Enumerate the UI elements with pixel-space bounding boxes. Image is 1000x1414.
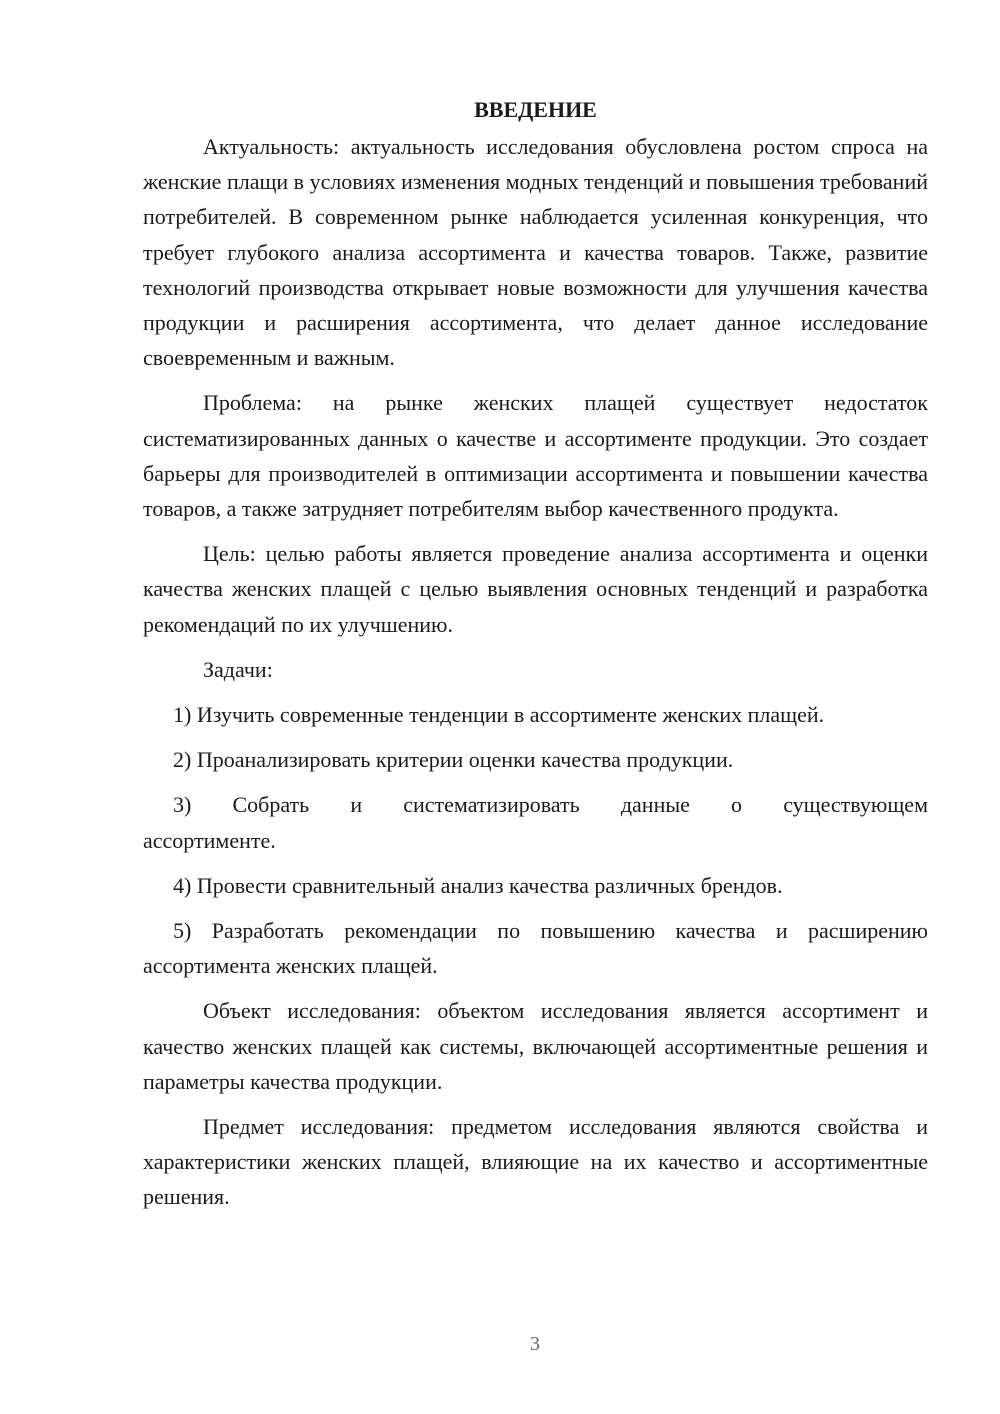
task-item-1: 1) Изучить современные тенденции в ассортименте женских плащей.	[173, 702, 825, 728]
paragraph-problem: Проблема: на рынке женских плащей существует недостаток систематизированных данных о качестве и ассортименте продукции. Это создает барьеры для производителей в оптимизации ассортимента и повышении качества товаров, а также затрудняет потребителям выбор качественного продукта.	[143, 390, 928, 522]
task-item-3: 3) Собрать и систематизировать данные о существующем ассортименте.	[143, 792, 928, 853]
task-item-4: 4) Провести сравнительный анализ качества различных брендов.	[173, 872, 783, 898]
page-title: ВВЕДЕНИЕ	[474, 97, 597, 122]
paragraph-subject: Предмет исследования: предметом исследования являются свойства и характеристики женских плащей, влияющие на их качество и ассортиментные решения.	[143, 1114, 928, 1210]
paragraph-object: Объект исследования: объектом исследования является ассортимент и качество женских плащей как системы, включающей ассортиментные решения и параметры качества продукции.	[143, 998, 928, 1094]
page-number: 3	[530, 1333, 540, 1355]
paragraph-goal: Цель: целью работы является проведение анализа ассортимента и оценки качества женских плащей с целью выявления основных тенденций и разработка рекомендаций по их улучшению.	[143, 541, 928, 637]
paragraph-relevance: Актуальность: актуальность исследования обусловлена ростом спроса на женские плащи в условиях изменения модных тенденций и повышения требований потребителей. В современном рынке наблюдается усиленная конкуренция, что требует глубокого анализа ассортимента и качества товаров. Также, развитие технологий производства открывает новые возможности для улучшения качества продукции и расширения ассортимента, что делает данное исследование своевременным и важным.	[143, 134, 928, 371]
task-item-5: 5) Разработать рекомендации по повышению качества и расширению ассортимента женских плащей.	[143, 918, 928, 979]
tasks-heading: Задачи:	[203, 656, 273, 682]
document-page	[143, 92, 928, 1225]
task-item-2: 2) Проанализировать критерии оценки качества продукции.	[173, 747, 734, 773]
